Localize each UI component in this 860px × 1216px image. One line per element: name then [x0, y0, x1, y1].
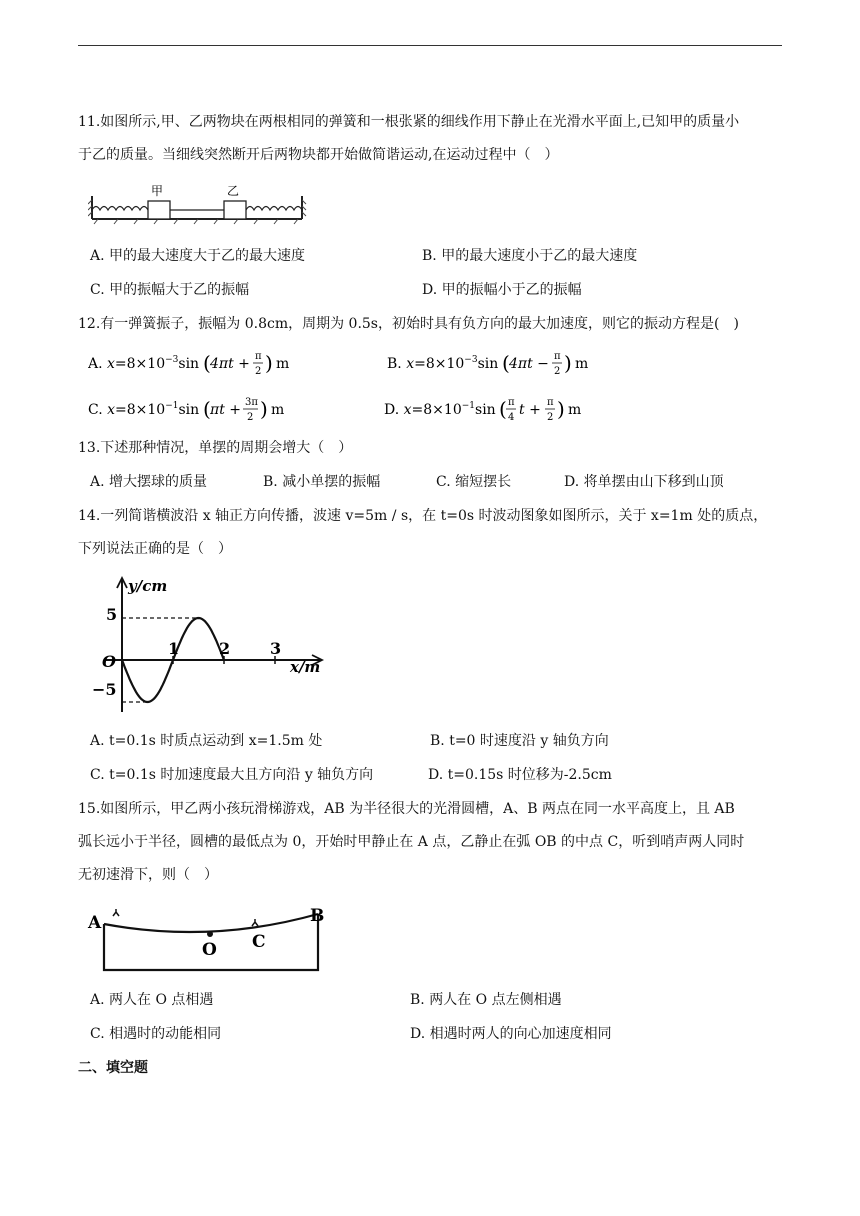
q11-option-a[interactable]: A. 甲的最大速度大于乙的最大速度: [90, 248, 306, 264]
q14-option-c[interactable]: C. t=0.1s 时加速度最大且方向沿 y 轴负方向: [90, 767, 374, 783]
point-o-label: O: [202, 940, 217, 960]
svg-text:π: π: [547, 397, 554, 408]
q15-stem-line2: 弧长远小于半径，圆槽的最低点为 0，开始时甲静止在 A 点，乙静止在弧 OB 的中点 C，听到哨声两人同时: [78, 834, 745, 850]
svg-text:3π: 3π: [245, 397, 258, 408]
q13-option-c[interactable]: C. 缩短摆长: [436, 474, 512, 490]
q13-option-b[interactable]: B. 减小单摆的振幅: [263, 474, 381, 490]
svg-text:): ): [564, 351, 572, 375]
point-b-label: B: [310, 906, 325, 926]
q11-option-b[interactable]: B. 甲的最大速度小于乙的最大速度: [422, 248, 638, 264]
header-rule: [78, 45, 782, 46]
svg-text:D. x=8×10−1sin: D. $x=8\times 10^{-1}\sin$: [384, 401, 496, 418]
svg-text:m: m: [271, 402, 285, 418]
svg-text:(: (: [203, 397, 211, 421]
q12-stem: 12.有一弹簧振子，振幅为 0.8cm，周期为 0.5s，初始时具有负方向的最大加速度，则它的振动方程是( ): [78, 316, 739, 332]
q11-option-d[interactable]: D. 甲的振幅小于乙的振幅: [422, 282, 582, 298]
svg-text:2: 2: [255, 366, 262, 377]
q12-option-b[interactable]: [387, 346, 687, 380]
q13-option-d[interactable]: D. 将单摆由山下移到山顶: [564, 474, 724, 490]
q15-stem-line1: 15.如图所示，甲乙两小孩玩滑梯游戏，AB 为半径很大的光滑圆槽，A、B 两点在同一水平高度上，且 AB: [78, 801, 735, 817]
q14-stem-line2: 下列说法正确的是（ ）: [78, 541, 232, 557]
q12-option-c[interactable]: [88, 392, 388, 426]
q14-option-b[interactable]: B. t=0 时速度沿 y 轴负方向: [430, 733, 609, 749]
svg-text:(: (: [502, 351, 510, 375]
q11-label-jia: 甲: [151, 184, 164, 198]
svg-text:B. x=8×10−3sin: B. $x=8\times 10^{-3}\sin$: [387, 355, 499, 372]
q15-option-c[interactable]: C. 相遇时的动能相同: [90, 1026, 222, 1042]
svg-text:2: 2: [547, 412, 554, 423]
y-axis-label: y/cm: [128, 577, 168, 595]
q11-stem-line2: 于乙的质量。当细线突然断开后两物块都开始做简谐运动,在运动过程中（ ）: [78, 147, 559, 163]
q15-slide-figure: [86, 902, 331, 977]
svg-text:): ): [557, 397, 565, 421]
svg-text:4πt −: 4πt −: [509, 356, 549, 372]
q12-option-a[interactable]: [88, 346, 388, 380]
svg-text:π: π: [508, 397, 515, 408]
svg-text:A. x=8×10−3sin: A. $x=8\times 10^{-3}\sin$: [88, 355, 200, 372]
q13-option-a[interactable]: A. 增大摆球的质量: [90, 474, 208, 490]
q14-option-d[interactable]: D. t=0.15s 时位移为-2.5cm: [428, 767, 612, 783]
q15-option-d[interactable]: D. 相遇时两人的向心加速度相同: [410, 1026, 612, 1042]
svg-text:4πt +: 4πt +: [210, 356, 250, 372]
point-c-label: C: [252, 932, 266, 952]
q13-stem: 13.下述那种情况，单摆的周期会增大（ ）: [78, 440, 353, 456]
svg-text:2: 2: [554, 366, 561, 377]
x-tick-1: 1: [168, 639, 180, 658]
svg-text:m: m: [575, 356, 589, 372]
y-tick-neg5: −5: [92, 680, 117, 699]
q15-stem-line3: 无初速滑下，则（ ）: [78, 867, 218, 883]
q11-option-c[interactable]: C. 甲的振幅大于乙的振幅: [90, 282, 250, 298]
svg-text:C. x=8×10−1sin: C. $x=8\times 10^{-1}\sin$: [88, 401, 200, 418]
svg-text:π: π: [554, 351, 561, 362]
section-heading-fill-in: 二、填空题: [78, 1060, 148, 1076]
q15-option-a[interactable]: A. 两人在 O 点相遇: [90, 992, 214, 1008]
x-tick-3: 3: [270, 639, 282, 658]
svg-text:m: m: [568, 402, 582, 418]
x-tick-2: 2: [219, 639, 231, 658]
q14-wave-graph: [84, 572, 334, 717]
y-tick-5: 5: [106, 605, 118, 624]
svg-text:π: π: [255, 351, 262, 362]
svg-text:4: 4: [508, 412, 515, 423]
q11-label-yi: 乙: [227, 184, 240, 198]
q11-spring-figure: [88, 180, 308, 225]
q14-stem-line1: 14.一列简谐横波沿 x 轴正方向传播，波速 v=5m / s，在 t=0s 时波动图象如图所示，关于 x=1m 处的质点，: [78, 508, 768, 524]
svg-text:2: 2: [247, 412, 254, 423]
x-axis-label: x/m: [290, 658, 321, 676]
svg-text:): ): [260, 397, 268, 421]
svg-text:πt +: πt +: [210, 402, 242, 418]
svg-text:): ): [265, 351, 273, 375]
q12-option-d[interactable]: [384, 392, 684, 426]
q14-option-a[interactable]: A. t=0.1s 时质点运动到 x=1.5m 处: [90, 733, 323, 749]
svg-text:(: (: [499, 397, 507, 421]
q11-stem-line1: 11.如图所示,甲、乙两物块在两根相同的弹簧和一根张紧的细线作用下静止在光滑水平面上,已知甲的质量小: [78, 114, 740, 130]
svg-text:m: m: [276, 356, 290, 372]
svg-text:(: (: [203, 351, 211, 375]
svg-text:t +: t +: [519, 402, 541, 418]
q15-option-b[interactable]: B. 两人在 O 点左侧相遇: [410, 992, 562, 1008]
origin-label: O: [102, 652, 116, 671]
point-a-label: A: [88, 913, 102, 933]
